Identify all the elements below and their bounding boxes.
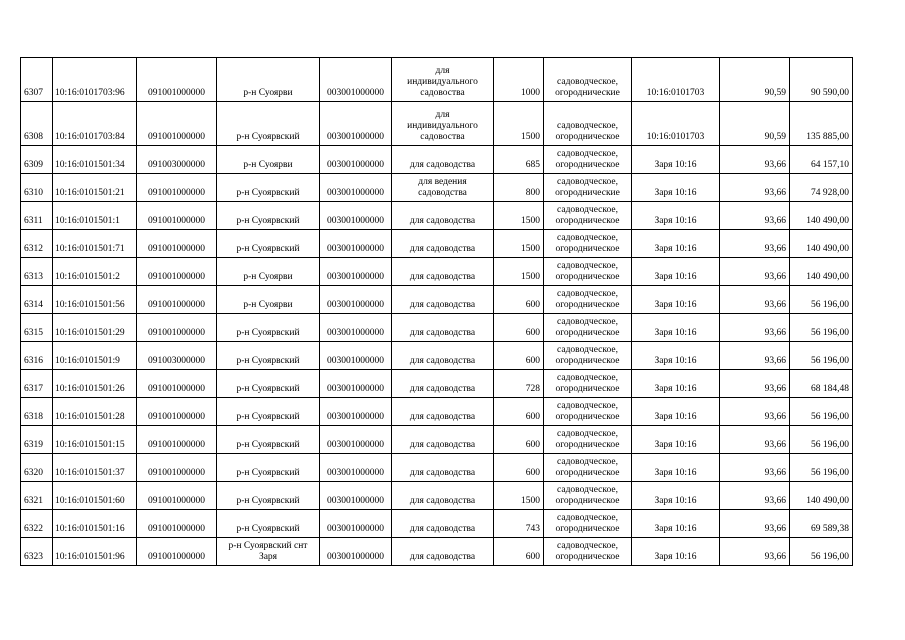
okato-code-cell: 091001000000 [137, 202, 217, 230]
unit-value-cell: 93,66 [720, 538, 790, 566]
cadastral-number-cell: 10:16:0101501:9 [53, 342, 137, 370]
valuation-zone-cell: Заря 10:16 [632, 286, 720, 314]
land-plots-table [20, 57, 853, 566]
use-category-cell [544, 58, 632, 102]
permitted-use-line: для ведения [418, 177, 467, 187]
okato-code-cell: 091001000000 [137, 398, 217, 426]
valuation-zone-cell: Заря 10:16 [632, 538, 720, 566]
use-category-line: огородническое [555, 496, 620, 506]
cadastral-value-cell: 90 590,00 [790, 58, 853, 102]
cadastral-number-cell: 10:16:0101501:71 [53, 230, 137, 258]
area-cell: 600 [494, 454, 544, 482]
location-cell: р-н Суоярвский [217, 342, 320, 370]
use-category-line: огородническое [555, 356, 620, 366]
use-category-cell [544, 202, 632, 230]
area-cell: 800 [494, 174, 544, 202]
permitted-use-cell [392, 286, 494, 314]
row-number-cell: 6323 [21, 538, 53, 566]
row-number-cell: 6310 [21, 174, 53, 202]
valuation-zone-cell: Заря 10:16 [632, 202, 720, 230]
use-category-cell [544, 370, 632, 398]
classifier-code-cell: 003001000000 [320, 454, 392, 482]
table-row [21, 398, 853, 426]
use-category-line: садоводческое, [557, 541, 618, 551]
classifier-code-cell: 003001000000 [320, 398, 392, 426]
location-cell: р-н Суоярвский [217, 230, 320, 258]
use-category-line: садоводческое, [557, 317, 618, 327]
valuation-zone-cell: Заря 10:16 [632, 482, 720, 510]
cadastral-number-cell: 10:16:0101501:2 [53, 258, 137, 286]
area-cell: 600 [494, 314, 544, 342]
classifier-code-cell: 003001000000 [320, 314, 392, 342]
row-number-cell: 6320 [21, 454, 53, 482]
valuation-zone-cell: Заря 10:16 [632, 510, 720, 538]
use-category-line: садоводческое, [557, 401, 618, 411]
area-cell: 600 [494, 398, 544, 426]
cadastral-number-cell: 10:16:0101501:15 [53, 426, 137, 454]
area-cell: 685 [494, 146, 544, 174]
use-category-line: огородническое [555, 132, 620, 142]
row-number-cell: 6318 [21, 398, 53, 426]
use-category-cell [544, 230, 632, 258]
classifier-code-cell: 003001000000 [320, 342, 392, 370]
cadastral-value-cell: 140 490,00 [790, 230, 853, 258]
use-category-cell [544, 102, 632, 146]
unit-value-cell: 93,66 [720, 510, 790, 538]
cadastral-value-cell: 69 589,38 [790, 510, 853, 538]
cadastral-number-cell: 10:16:0101501:56 [53, 286, 137, 314]
table-row [21, 58, 853, 102]
row-number-cell: 6312 [21, 230, 53, 258]
permitted-use-line: для садоводства [409, 328, 476, 338]
unit-value-cell: 93,66 [720, 202, 790, 230]
unit-value-cell: 90,59 [720, 58, 790, 102]
permitted-use-cell [392, 314, 494, 342]
use-category-line: огороднические [555, 88, 620, 98]
use-category-line: садоводческое, [557, 485, 618, 495]
location-cell: р-н Суоярвский [217, 398, 320, 426]
area-cell: 728 [494, 370, 544, 398]
table-row [21, 538, 853, 566]
cadastral-value-cell: 140 490,00 [790, 482, 853, 510]
use-category-line: садоводческое, [557, 457, 618, 467]
use-category-line: огородническое [555, 160, 620, 170]
valuation-zone-cell: Заря 10:16 [632, 426, 720, 454]
location-cell: р-н Суоярви [217, 58, 320, 102]
unit-value-cell: 93,66 [720, 370, 790, 398]
permitted-use-cell [392, 370, 494, 398]
location-cell: р-н Суоярвский [217, 174, 320, 202]
table-row [21, 370, 853, 398]
okato-code-cell: 091001000000 [137, 314, 217, 342]
okato-code-cell: 091001000000 [137, 370, 217, 398]
permitted-use-line: для садоводства [409, 440, 476, 450]
use-category-cell [544, 342, 632, 370]
table-row [21, 258, 853, 286]
use-category-line: садоводческое, [557, 513, 618, 523]
okato-code-cell: 091001000000 [137, 286, 217, 314]
okato-code-cell: 091001000000 [137, 258, 217, 286]
cadastral-value-cell: 140 490,00 [790, 202, 853, 230]
cadastral-number-cell: 10:16:0101501:26 [53, 370, 137, 398]
cadastral-value-cell: 56 196,00 [790, 426, 853, 454]
classifier-code-cell: 003001000000 [320, 510, 392, 538]
unit-value-cell: 93,66 [720, 482, 790, 510]
okato-code-cell: 091001000000 [137, 538, 217, 566]
permitted-use-line: индивидуального [407, 77, 478, 87]
table-row [21, 482, 853, 510]
row-number-cell: 6315 [21, 314, 53, 342]
use-category-cell [544, 174, 632, 202]
area-cell: 1500 [494, 202, 544, 230]
use-category-line: садоводческое, [557, 289, 618, 299]
location-cell: р-н Суоярви [217, 286, 320, 314]
use-category-cell [544, 286, 632, 314]
row-number-cell: 6321 [21, 482, 53, 510]
cadastral-number-cell: 10:16:0101501:29 [53, 314, 137, 342]
valuation-zone-cell: Заря 10:16 [632, 146, 720, 174]
use-category-cell [544, 146, 632, 174]
okato-code-cell: 091001000000 [137, 174, 217, 202]
okato-code-cell: 091001000000 [137, 482, 217, 510]
row-number-cell: 6307 [21, 58, 53, 102]
permitted-use-cell [392, 102, 494, 146]
row-number-cell: 6308 [21, 102, 53, 146]
permitted-use-line: для садоводства [409, 384, 476, 394]
table-row [21, 146, 853, 174]
okato-code-cell: 091001000000 [137, 426, 217, 454]
use-category-line: огородническое [555, 552, 620, 562]
okato-code-cell: 091001000000 [137, 58, 217, 102]
use-category-line: огородническое [555, 244, 620, 254]
cadastral-value-cell: 56 196,00 [790, 342, 853, 370]
classifier-code-cell: 003001000000 [320, 102, 392, 146]
location-cell: р-н Суоярвский [217, 314, 320, 342]
okato-code-cell: 091001000000 [137, 230, 217, 258]
use-category-line: садоводческое, [557, 429, 618, 439]
cadastral-value-cell: 64 157,10 [790, 146, 853, 174]
area-cell: 600 [494, 286, 544, 314]
classifier-code-cell: 003001000000 [320, 174, 392, 202]
cadastral-number-cell: 10:16:0101703:96 [53, 58, 137, 102]
valuation-zone-cell: Заря 10:16 [632, 454, 720, 482]
cadastral-number-cell: 10:16:0101501:1 [53, 202, 137, 230]
table-row [21, 286, 853, 314]
unit-value-cell: 93,66 [720, 146, 790, 174]
row-number-cell: 6316 [21, 342, 53, 370]
permitted-use-line: для садоводства [409, 244, 476, 254]
location-cell: р-н Суоярвский [217, 202, 320, 230]
valuation-zone-cell: Заря 10:16 [632, 174, 720, 202]
okato-code-cell: 091001000000 [137, 510, 217, 538]
permitted-use-cell [392, 258, 494, 286]
unit-value-cell: 93,66 [720, 342, 790, 370]
cadastral-number-cell: 10:16:0101501:34 [53, 146, 137, 174]
use-category-line: огороднические [555, 188, 620, 198]
use-category-cell [544, 482, 632, 510]
use-category-line: огородническое [555, 524, 620, 534]
permitted-use-line: для садоводства [409, 552, 476, 562]
cadastral-value-cell: 140 490,00 [790, 258, 853, 286]
use-category-cell [544, 538, 632, 566]
area-cell: 600 [494, 342, 544, 370]
okato-code-cell: 091003000000 [137, 342, 217, 370]
permitted-use-line: для садоводства [409, 160, 476, 170]
permitted-use-line: садоводства [418, 188, 467, 198]
permitted-use-cell [392, 426, 494, 454]
unit-value-cell: 93,66 [720, 454, 790, 482]
permitted-use-line: садовоства [420, 88, 465, 98]
classifier-code-cell: 003001000000 [320, 286, 392, 314]
permitted-use-line: для садоводства [409, 216, 476, 226]
location-cell: р-н Суоярвский [217, 426, 320, 454]
cadastral-number-cell: 10:16:0101501:21 [53, 174, 137, 202]
table-row [21, 454, 853, 482]
permitted-use-line: для садоводства [409, 272, 476, 282]
permitted-use-line: для [435, 110, 450, 120]
row-number-cell: 6317 [21, 370, 53, 398]
valuation-zone-cell: Заря 10:16 [632, 370, 720, 398]
cadastral-value-cell: 56 196,00 [790, 398, 853, 426]
permitted-use-cell [392, 202, 494, 230]
area-cell: 1500 [494, 230, 544, 258]
permitted-use-cell [392, 510, 494, 538]
unit-value-cell: 93,66 [720, 258, 790, 286]
unit-value-cell: 93,66 [720, 230, 790, 258]
row-number-cell: 6322 [21, 510, 53, 538]
okato-code-cell: 091001000000 [137, 454, 217, 482]
use-category-line: садоводческое, [557, 261, 618, 271]
classifier-code-cell: 003001000000 [320, 230, 392, 258]
permitted-use-cell [392, 342, 494, 370]
cadastral-value-sheet [20, 57, 853, 566]
valuation-zone-cell: Заря 10:16 [632, 398, 720, 426]
table-row [21, 342, 853, 370]
permitted-use-cell [392, 174, 494, 202]
location-cell: р-н Суоярви [217, 258, 320, 286]
valuation-zone-cell: Заря 10:16 [632, 342, 720, 370]
table-row [21, 314, 853, 342]
location-cell: р-н Суоярвский [217, 102, 320, 146]
classifier-code-cell: 003001000000 [320, 482, 392, 510]
row-number-cell: 6314 [21, 286, 53, 314]
cadastral-value-cell: 68 184,48 [790, 370, 853, 398]
okato-code-cell: 091003000000 [137, 146, 217, 174]
use-category-line: садоводческое, [557, 149, 618, 159]
unit-value-cell: 93,66 [720, 314, 790, 342]
use-category-line: огородническое [555, 300, 620, 310]
cadastral-value-cell: 56 196,00 [790, 454, 853, 482]
valuation-zone-cell: 10:16:0101703 [632, 58, 720, 102]
use-category-line: огородническое [555, 384, 620, 394]
use-category-line: огородническое [555, 468, 620, 478]
area-cell: 1500 [494, 482, 544, 510]
classifier-code-cell: 003001000000 [320, 202, 392, 230]
use-category-line: садоводческое, [557, 205, 618, 215]
area-cell: 1500 [494, 102, 544, 146]
okato-code-cell: 091001000000 [137, 102, 217, 146]
location-cell: р-н Суоярвский [217, 510, 320, 538]
use-category-line: садоводческое, [557, 345, 618, 355]
row-number-cell: 6309 [21, 146, 53, 174]
use-category-cell [544, 454, 632, 482]
cadastral-number-cell: 10:16:0101501:60 [53, 482, 137, 510]
cadastral-number-cell: 10:16:0101501:37 [53, 454, 137, 482]
permitted-use-line: для садоводства [409, 412, 476, 422]
permitted-use-line: для [435, 66, 450, 76]
use-category-line: садоводческое, [557, 233, 618, 243]
valuation-zone-cell: 10:16:0101703 [632, 102, 720, 146]
table-row [21, 102, 853, 146]
unit-value-cell: 93,66 [720, 286, 790, 314]
use-category-line: садоводческое, [557, 77, 618, 87]
area-cell: 600 [494, 426, 544, 454]
cadastral-number-cell: 10:16:0101501:96 [53, 538, 137, 566]
table-row [21, 426, 853, 454]
permitted-use-line: для садоводства [409, 496, 476, 506]
permitted-use-cell [392, 398, 494, 426]
permitted-use-cell [392, 482, 494, 510]
row-number-cell: 6311 [21, 202, 53, 230]
table-row [21, 510, 853, 538]
cadastral-number-cell: 10:16:0101501:28 [53, 398, 137, 426]
use-category-line: огородническое [555, 328, 620, 338]
permitted-use-cell [392, 538, 494, 566]
location-cell: р-н Суоярви [217, 146, 320, 174]
classifier-code-cell: 003001000000 [320, 258, 392, 286]
area-cell: 600 [494, 538, 544, 566]
permitted-use-line: садовоства [420, 132, 465, 142]
cadastral-value-cell: 74 928,00 [790, 174, 853, 202]
use-category-line: садоводческое, [557, 177, 618, 187]
location-cell: р-н Суоярвский [217, 482, 320, 510]
permitted-use-cell [392, 146, 494, 174]
valuation-zone-cell: Заря 10:16 [632, 230, 720, 258]
permitted-use-line: индивидуального [407, 121, 478, 131]
permitted-use-line: для садоводства [409, 468, 476, 478]
use-category-line: огородническое [555, 440, 620, 450]
use-category-cell [544, 426, 632, 454]
permitted-use-line: для садоводства [409, 524, 476, 534]
table-row [21, 202, 853, 230]
valuation-zone-cell: Заря 10:16 [632, 314, 720, 342]
use-category-line: огородническое [555, 412, 620, 422]
unit-value-cell: 93,66 [720, 426, 790, 454]
cadastral-value-cell: 56 196,00 [790, 538, 853, 566]
area-cell: 1500 [494, 258, 544, 286]
row-number-cell: 6313 [21, 258, 53, 286]
use-category-line: огородническое [555, 272, 620, 282]
unit-value-cell: 93,66 [720, 398, 790, 426]
cadastral-value-cell: 56 196,00 [790, 286, 853, 314]
area-cell: 1000 [494, 58, 544, 102]
table-row [21, 230, 853, 258]
use-category-line: огородническое [555, 216, 620, 226]
location-cell: р-н Суоярвский [217, 454, 320, 482]
cadastral-value-cell: 56 196,00 [790, 314, 853, 342]
location-cell: р-н Суоярвский снт Заря [217, 538, 320, 566]
classifier-code-cell: 003001000000 [320, 146, 392, 174]
classifier-code-cell: 003001000000 [320, 538, 392, 566]
permitted-use-line: для садоводства [409, 356, 476, 366]
permitted-use-cell [392, 58, 494, 102]
use-category-cell [544, 258, 632, 286]
location-cell: р-н Суоярвский [217, 370, 320, 398]
area-cell: 743 [494, 510, 544, 538]
use-category-line: садоводческое, [557, 121, 618, 131]
row-number-cell: 6319 [21, 426, 53, 454]
permitted-use-line: для садоводства [409, 300, 476, 310]
cadastral-number-cell: 10:16:0101501:16 [53, 510, 137, 538]
use-category-cell [544, 510, 632, 538]
use-category-cell [544, 314, 632, 342]
permitted-use-cell [392, 454, 494, 482]
cadastral-value-cell: 135 885,00 [790, 102, 853, 146]
unit-value-cell: 90,59 [720, 102, 790, 146]
valuation-zone-cell: Заря 10:16 [632, 258, 720, 286]
classifier-code-cell: 003001000000 [320, 58, 392, 102]
use-category-line: садоводческое, [557, 373, 618, 383]
table-row [21, 174, 853, 202]
classifier-code-cell: 003001000000 [320, 370, 392, 398]
permitted-use-cell [392, 230, 494, 258]
unit-value-cell: 93,66 [720, 174, 790, 202]
use-category-cell [544, 398, 632, 426]
classifier-code-cell: 003001000000 [320, 426, 392, 454]
table-body [21, 58, 853, 566]
cadastral-number-cell: 10:16:0101703:84 [53, 102, 137, 146]
